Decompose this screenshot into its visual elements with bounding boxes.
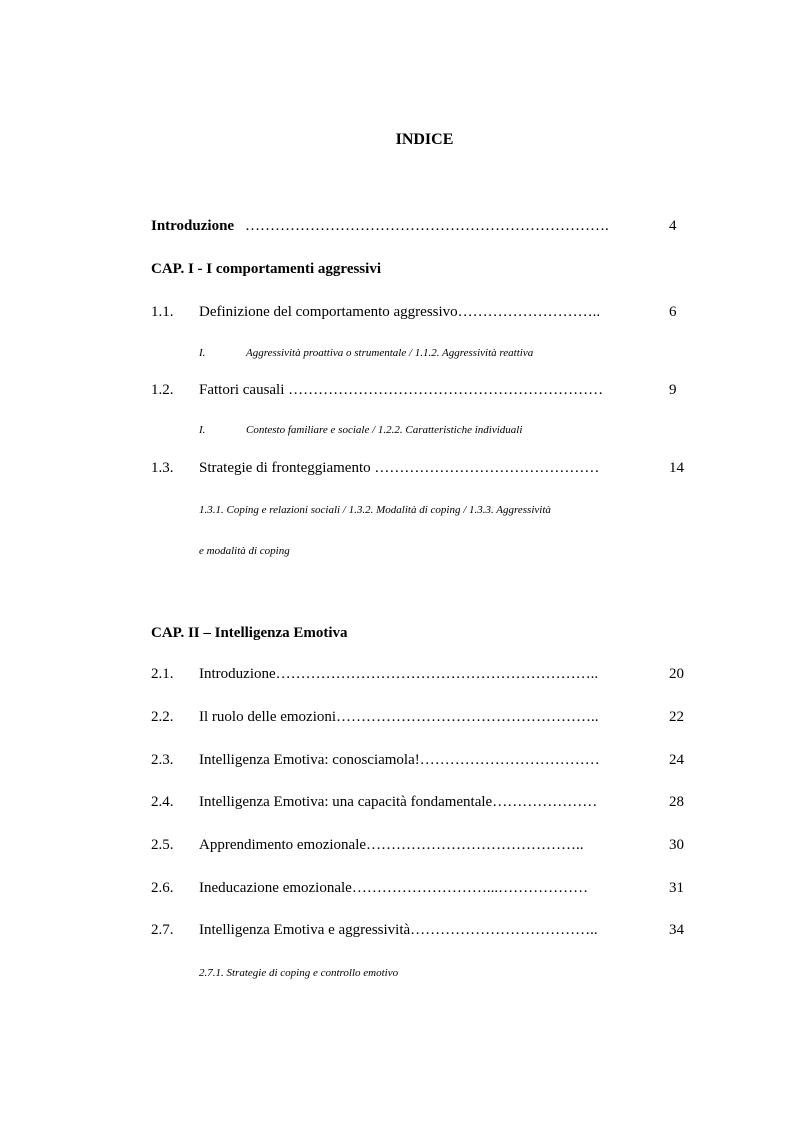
toc-entry-page: 30 xyxy=(669,837,684,853)
toc-entry-2-2 xyxy=(0,709,793,729)
toc-subentry-1-1-text: Aggressività proattiva o strumentale / 1.1.2. Aggressività reattiva xyxy=(246,347,534,359)
toc-entry-2-6 xyxy=(0,880,793,900)
toc-entry-page: 20 xyxy=(669,666,684,682)
toc-entry-title: Ineducazione emozionale………………………...……………… xyxy=(199,880,589,896)
toc-subentry-2-7: 2.7.1. Strategie di coping e controllo emotivo xyxy=(199,967,399,979)
toc-entry-number: 2.7. xyxy=(151,922,174,938)
toc-entry-title: Intelligenza Emotiva: conosciamola!……………………………… xyxy=(199,752,600,768)
toc-intro-label: Introduzione xyxy=(151,218,235,234)
toc-entry-number: 2.3. xyxy=(151,752,174,768)
toc-entry-title: Apprendimento emozionale…………………………………….. xyxy=(199,837,584,853)
toc-entry-page: 24 xyxy=(669,752,684,768)
toc-entry-page: 28 xyxy=(669,794,684,810)
toc-entry-page: 6 xyxy=(669,304,677,320)
toc-entry-page: 9 xyxy=(669,382,677,398)
toc-entry-title: Intelligenza Emotiva e aggressività……………………………….. xyxy=(199,922,598,938)
toc-entry-number: 2.5. xyxy=(151,837,174,853)
toc-entry-1-2 xyxy=(0,382,793,402)
toc-entry-page: 14 xyxy=(669,460,684,476)
toc-subentry-1-2-text: Contesto familiare e sociale / 1.2.2. Caratteristiche individuali xyxy=(246,424,523,436)
toc-entry-page: 22 xyxy=(669,709,684,725)
toc-entry-number: 2.6. xyxy=(151,880,174,896)
toc-entry-2-1 xyxy=(0,666,793,686)
toc-entry-page: 34 xyxy=(669,922,684,938)
toc-subentry-1-3-line2: e modalità di coping xyxy=(199,545,290,557)
toc-entry-2-3 xyxy=(0,752,793,772)
toc-entry-number: 2.1. xyxy=(151,666,174,682)
toc-entry-number: 1.3. xyxy=(151,460,174,476)
toc-entry-title: Introduzione……………………………………………………….. xyxy=(199,666,599,682)
toc-entry-number: 1.2. xyxy=(151,382,174,398)
toc-subentry-1-1-number: I. xyxy=(199,347,206,359)
toc-entry-title: Strategie di fronteggiamento ……………………………………… xyxy=(199,460,600,476)
chapter-2-heading: CAP. II – Intelligenza Emotiva xyxy=(151,625,348,641)
toc-entry-number: 1.1. xyxy=(151,304,174,320)
toc-entry-title: Fattori causali ……………………………………………………… xyxy=(199,382,604,398)
toc-entry-2-4 xyxy=(0,794,793,814)
toc-entry-2-7 xyxy=(0,922,793,942)
page-title: INDICE xyxy=(395,131,454,148)
toc-intro-page: 4 xyxy=(669,218,677,234)
toc-entry-title: Intelligenza Emotiva: una capacità fondamentale………………… xyxy=(199,794,598,810)
chapter-1-heading: CAP. I - I comportamenti aggressivi xyxy=(151,261,381,277)
toc-entry-number: 2.2. xyxy=(151,709,174,725)
toc-subentry-1-3-line1: 1.3.1. Coping e relazioni sociali / 1.3.2. Modalità di coping / 1.3.3. Aggressività xyxy=(199,504,551,516)
toc-entry-number: 2.4. xyxy=(151,794,174,810)
toc-subentry-1-2-number: I. xyxy=(199,424,206,436)
toc-intro-leader: ………………………………………………………………. xyxy=(245,218,609,234)
toc-entry-title: Definizione del comportamento aggressivo……………………….. xyxy=(199,304,601,320)
toc-entry-2-5 xyxy=(0,837,793,857)
toc-entry-title: Il ruolo delle emozioni…………………………………………….. xyxy=(199,709,599,725)
toc-entry-1-1 xyxy=(0,304,793,324)
toc-entry-page: 31 xyxy=(669,880,684,896)
toc-entry-1-3 xyxy=(0,460,793,480)
